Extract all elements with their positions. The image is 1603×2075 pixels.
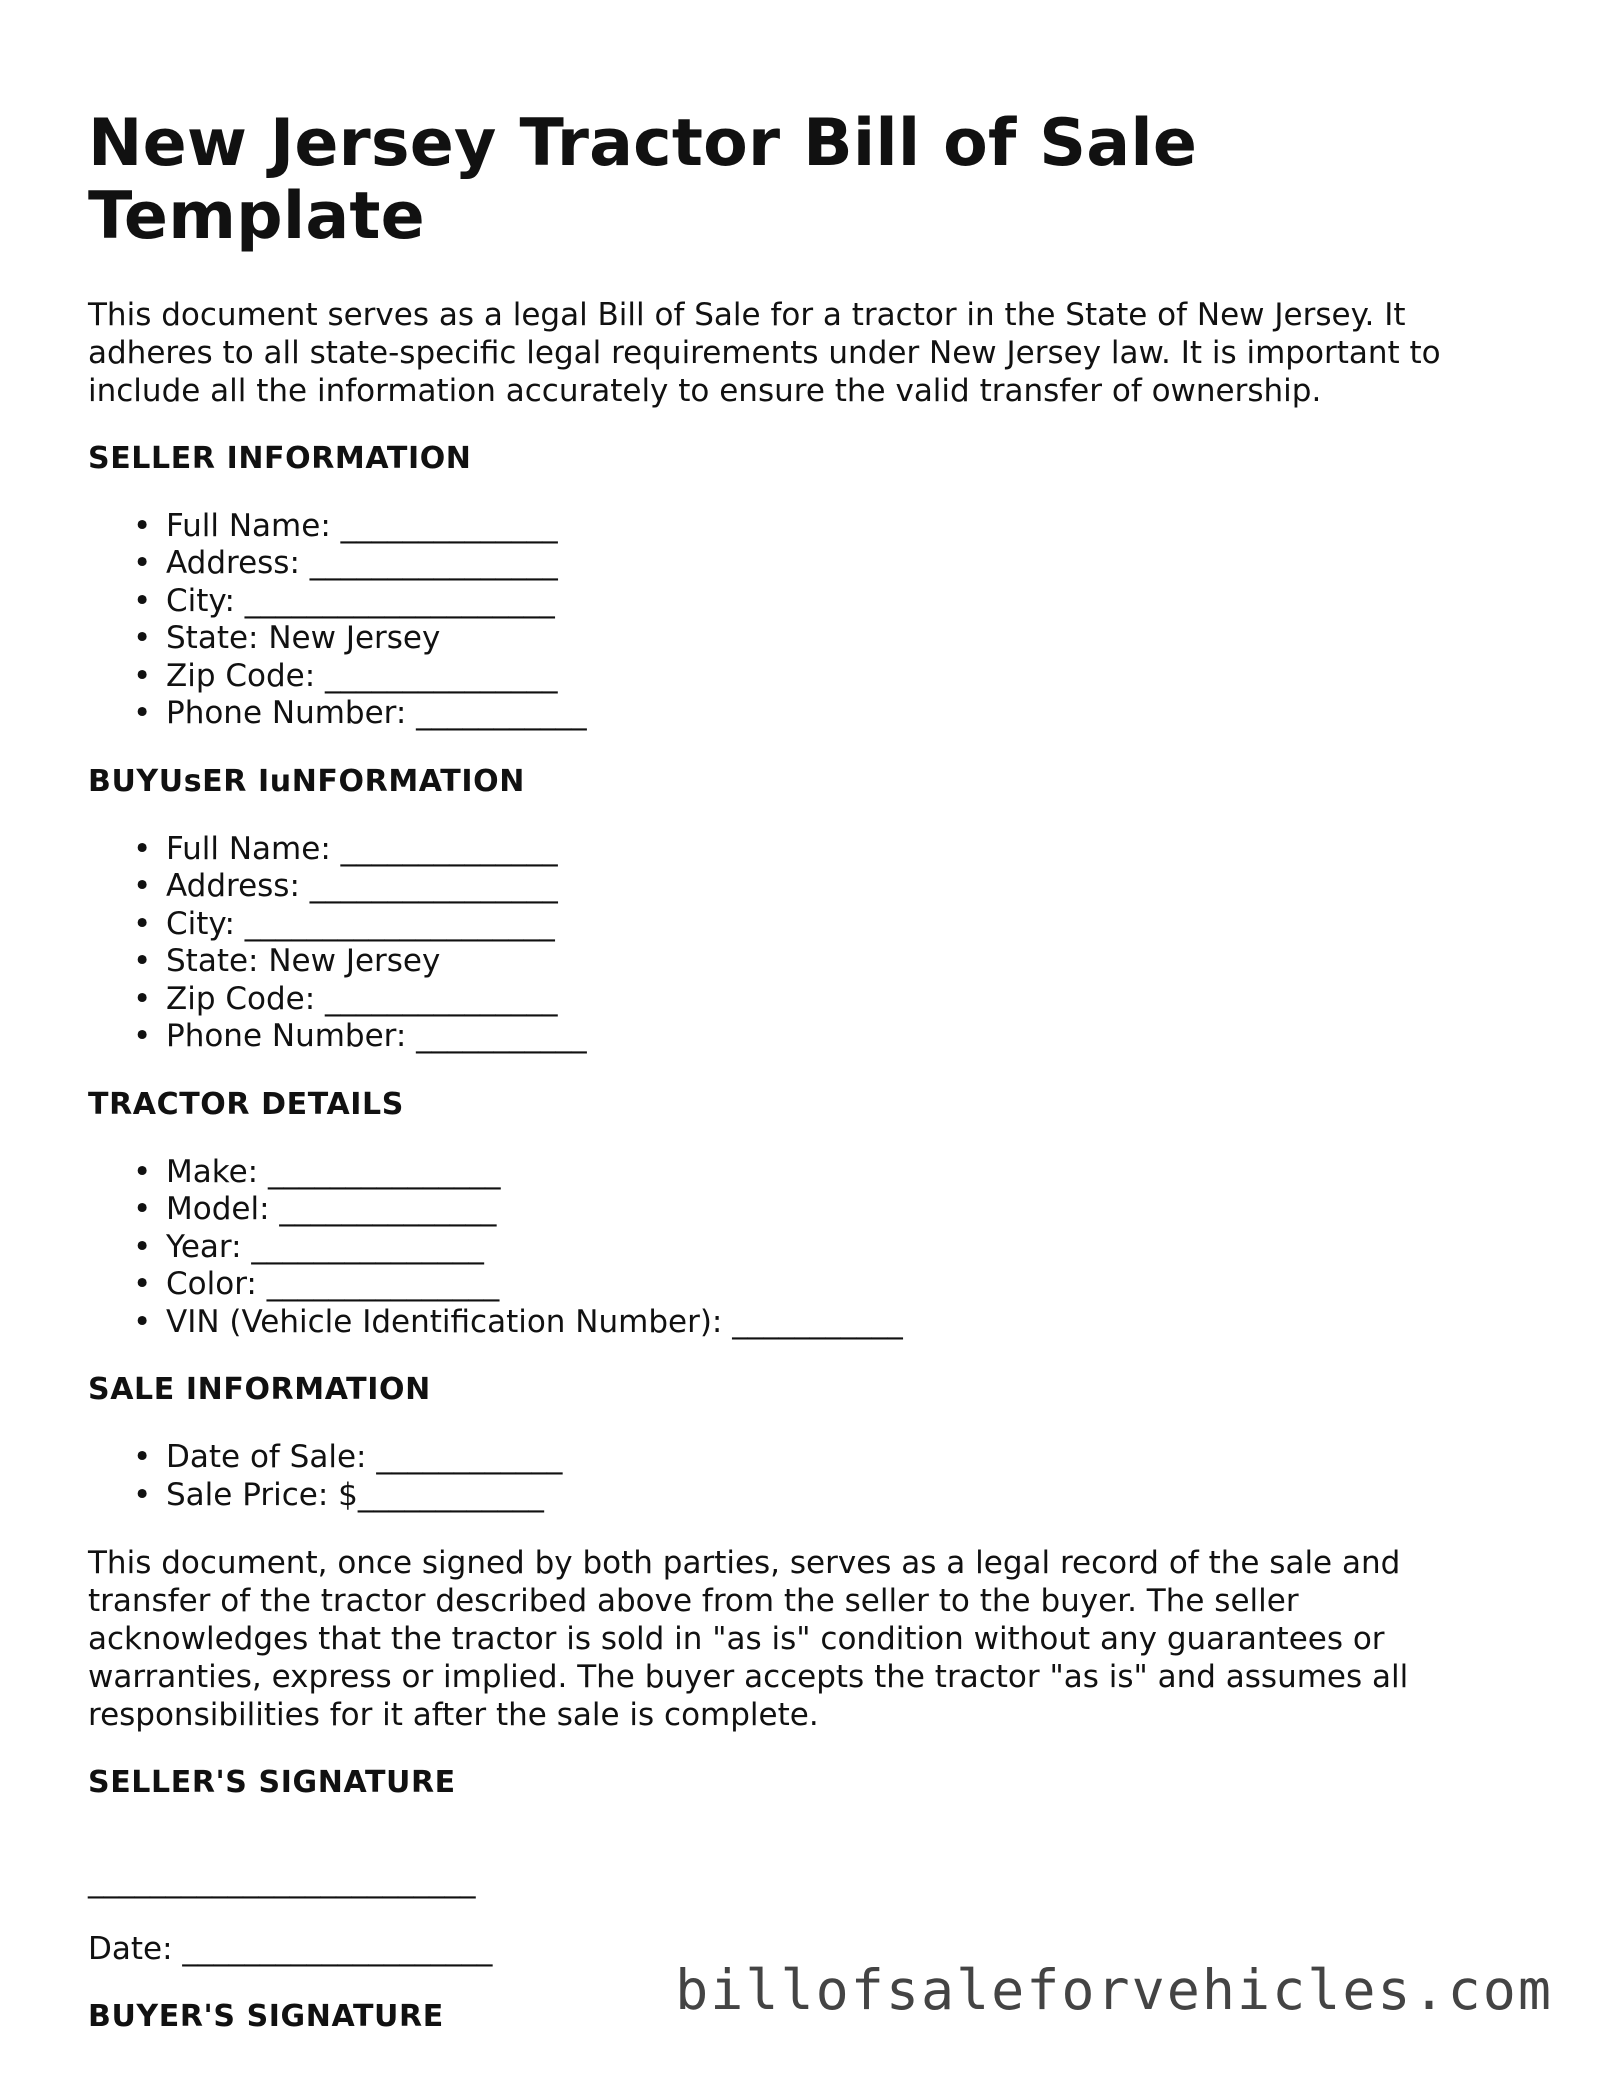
buyer-information-heading: BUYUsER IuNFORMATION xyxy=(88,763,525,799)
seller-signature-line: _________________________ xyxy=(88,1863,476,1900)
bullet-icon: • xyxy=(133,545,152,582)
list-item xyxy=(133,868,1518,906)
buyer-zip-code-field: Zip Code: _______________ xyxy=(166,980,558,1017)
intro-paragraph: This document serves as a legal Bill of Sale for a tractor in the State of New Jersey. It adheres to all state-specific legal requirements under New Jersey law. It is important to include all the information accurately to ensure the valid transfer of ownership. xyxy=(88,296,1441,409)
closing-paragraph: This document, once signed by both parties, serves as a legal record of the sale and transfer of the tractor described above from the seller to the buyer. The seller acknowledges that the tractor is sold in "as is" condition without any guarantees or warranties, express or implied. The buyer accepts the tractor "as is" and assumes all responsibilities for it after the sale is complete. xyxy=(88,1545,1409,1734)
list-item xyxy=(133,1476,1518,1515)
bullet-icon: • xyxy=(133,582,152,619)
bullet-icon: • xyxy=(133,1303,152,1340)
bullet-icon: • xyxy=(133,1476,152,1513)
list-item xyxy=(133,620,1518,658)
list-item xyxy=(133,1191,1518,1229)
list-item xyxy=(133,1018,1518,1056)
document-page xyxy=(88,108,1518,2066)
site-watermark: billofsaleforvehicles.com xyxy=(675,1958,1553,2022)
document-title: New Jersey Tractor Bill of Sale Template xyxy=(88,106,1198,254)
list-item xyxy=(133,1228,1518,1267)
bullet-icon: • xyxy=(133,868,152,905)
list-item xyxy=(133,582,1518,621)
sellers-signature-heading: SELLER'S SIGNATURE xyxy=(88,1765,456,1801)
seller-information-list xyxy=(88,508,1518,733)
bullet-icon: • xyxy=(133,1439,152,1476)
bullet-icon: • xyxy=(133,1153,152,1190)
bullet-icon: • xyxy=(133,1191,152,1228)
buyer-city-field: City: ____________________ xyxy=(166,905,555,942)
buyer-state-field: State: New Jersey xyxy=(166,943,441,980)
seller-city-field: City: ____________________ xyxy=(166,582,555,619)
bullet-icon: • xyxy=(133,657,152,694)
tractor-details-heading: TRACTOR DETAILS xyxy=(88,1086,404,1122)
buyer-address-field: Address: ________________ xyxy=(166,868,558,905)
seller-address-field: Address: ________________ xyxy=(166,545,558,582)
bullet-icon: • xyxy=(133,1228,152,1265)
seller-zip-code-field: Zip Code: _______________ xyxy=(166,657,558,694)
buyer-information-list xyxy=(88,831,1518,1056)
bullet-icon: • xyxy=(133,620,152,657)
list-item xyxy=(133,980,1518,1019)
bullet-icon: • xyxy=(133,943,152,980)
bullet-icon: • xyxy=(133,695,152,732)
sale-price-field: Sale Price: $____________ xyxy=(166,1476,544,1513)
tractor-year-field: Year: _______________ xyxy=(166,1228,484,1265)
list-item xyxy=(133,695,1518,733)
buyer-phone-number-field: Phone Number: ___________ xyxy=(166,1018,587,1055)
tractor-model-field: Model: ______________ xyxy=(166,1191,497,1228)
list-item xyxy=(133,1266,1518,1304)
tractor-details-list xyxy=(88,1154,1518,1342)
list-item xyxy=(133,657,1518,696)
seller-phone-number-field: Phone Number: ___________ xyxy=(166,695,587,732)
seller-signature-date-field: Date: ____________________ xyxy=(88,1931,493,1968)
sale-information-heading: SALE INFORMATION xyxy=(88,1372,431,1408)
list-item xyxy=(133,507,1518,546)
list-item xyxy=(133,943,1518,981)
bullet-icon: • xyxy=(133,980,152,1017)
sale-information-list xyxy=(88,1439,1518,1514)
bullet-icon: • xyxy=(133,1018,152,1055)
tractor-make-field: Make: _______________ xyxy=(166,1153,501,1190)
list-item xyxy=(133,830,1518,869)
list-item xyxy=(133,545,1518,583)
date-of-sale-field: Date of Sale: ____________ xyxy=(166,1439,563,1476)
seller-full-name-field: Full Name: ______________ xyxy=(166,507,558,544)
seller-state-field: State: New Jersey xyxy=(166,620,441,657)
bullet-icon: • xyxy=(133,830,152,867)
list-item xyxy=(133,1303,1518,1342)
buyer-full-name-field: Full Name: ______________ xyxy=(166,830,558,867)
list-item xyxy=(133,1439,1518,1477)
bullet-icon: • xyxy=(133,905,152,942)
seller-information-heading: SELLER INFORMATION xyxy=(88,440,472,476)
tractor-color-field: Color: _______________ xyxy=(166,1266,500,1303)
bullet-icon: • xyxy=(133,507,152,544)
bullet-icon: • xyxy=(133,1266,152,1303)
list-item xyxy=(133,1153,1518,1192)
buyers-signature-heading: BUYER'S SIGNATURE xyxy=(88,1999,444,2035)
tractor-vin-field: VIN (Vehicle Identification Number): ___________ xyxy=(166,1303,903,1340)
list-item xyxy=(133,905,1518,944)
